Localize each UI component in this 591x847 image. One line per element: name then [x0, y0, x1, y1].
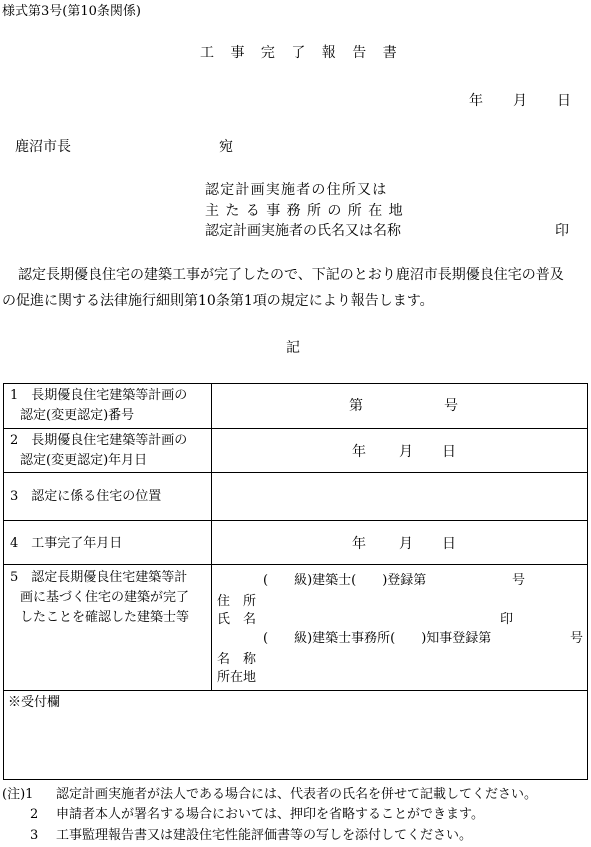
note-2-number: 2: [30, 807, 39, 822]
row3-label: 3 認定に係る住宅の位置: [10, 489, 162, 504]
row1-value-go: 号: [444, 398, 458, 414]
report-table: [3, 383, 588, 780]
row2-value-month: 月: [399, 444, 413, 460]
table-divider: [4, 520, 587, 521]
row4-label: 4 工事完了年月日: [10, 536, 123, 551]
applicant-address-label-1: 認定計画実施者の住所又は: [205, 182, 388, 198]
row1-label-line2: 認定(変更認定)番号: [20, 408, 135, 423]
row5-label-line1: 5 認定長期優良住宅建築等計: [10, 570, 188, 585]
applicant-seal-mark: 印: [555, 223, 569, 239]
report-paragraph-line-1: 認定長期優良住宅の建築工事が完了したので、下記のとおり鹿沼市長期優良住宅の普及: [18, 267, 564, 283]
applicant-name-label: 認定計画実施者の氏名又は名称: [205, 223, 401, 239]
document-title: 工 事 完 了 報 告 書: [200, 45, 403, 61]
row5-name-label: 氏 名: [217, 612, 257, 627]
form-number: 様式第3号(第10条関係): [2, 4, 141, 19]
row2-label-line2: 認定(変更認定)年月日: [20, 453, 148, 468]
row5-office-line: ( 級)建築士事務所( )知事登録第: [263, 631, 492, 646]
row4-value-year: 年: [352, 536, 366, 552]
ki-heading: 記: [286, 340, 300, 356]
table-divider: [4, 690, 587, 691]
row4-value-month: 月: [399, 536, 413, 552]
report-paragraph-line-2: の促進に関する法律施行細則第10条第1項の規定により報告します。: [2, 293, 434, 309]
row5-office-go: 号: [570, 631, 584, 646]
row5-label-line3: したことを確認した建築士等: [20, 610, 190, 625]
row2-value-day: 日: [442, 444, 456, 460]
date-month-label: 月: [513, 93, 527, 109]
note-2: 申請者本人が署名する場合においては、押印を省略することができます。: [56, 807, 484, 822]
row1-value-dai: 第: [349, 398, 363, 414]
addressee-suffix: 宛: [219, 139, 233, 155]
note-1: 認定計画実施者が法人である場合には、代表者の氏名を併せて記載してください。: [56, 787, 538, 802]
table-divider: [4, 428, 587, 429]
note-1-prefix: (注)1: [2, 787, 34, 802]
row5-office-name-label: 名 称: [217, 652, 257, 667]
row3-value-cell[interactable]: [212, 473, 588, 519]
row5-address-label: 住 所: [217, 594, 257, 609]
row5-office-location-label: 所在地: [217, 670, 257, 685]
date-year-label: 年: [469, 93, 483, 109]
note-3: 工事監理報告書又は建設住宅性能評価書等の写しを添付してください。: [56, 828, 473, 843]
reception-label: ※受付欄: [8, 695, 61, 710]
table-divider: [4, 564, 587, 565]
row5-architect-line: ( 級)建築士( )登録第: [263, 573, 427, 588]
row5-label-line2: 画に基づく住宅の建築が完了: [20, 590, 190, 605]
row2-value-year: 年: [352, 444, 366, 460]
applicant-address-label-2: 主たる事務所の所在地: [205, 203, 409, 219]
row5-seal-mark: 印: [500, 612, 514, 627]
row5-architect-go: 号: [512, 573, 526, 588]
addressee: 鹿沼市長: [15, 139, 71, 155]
row4-value-day: 日: [442, 536, 456, 552]
date-day-label: 日: [557, 93, 571, 109]
note-3-number: 3: [30, 828, 39, 843]
table-column-divider: [211, 384, 212, 690]
row1-label-line1: 1 長期優良住宅建築等計画の: [10, 388, 188, 403]
row2-label-line1: 2 長期優良住宅建築等計画の: [10, 433, 188, 448]
